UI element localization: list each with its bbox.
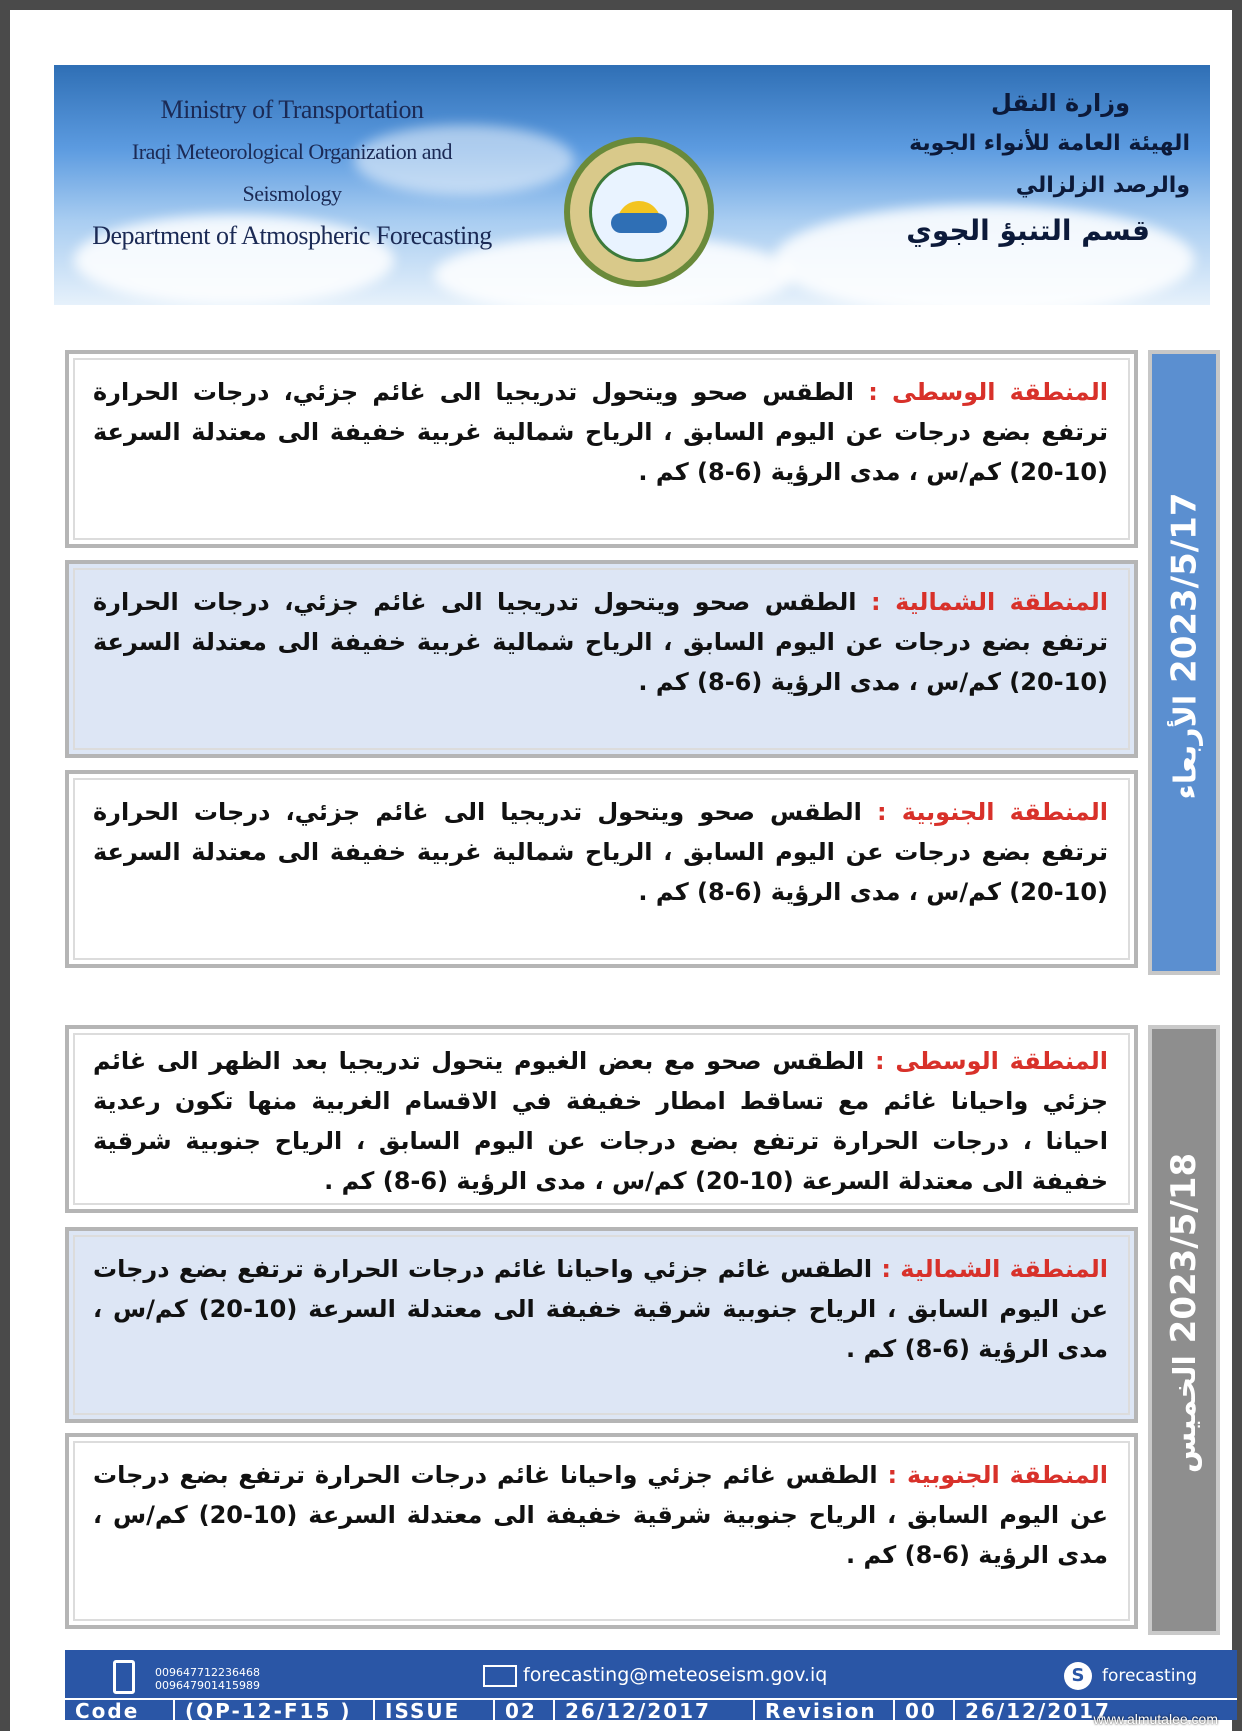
date-bar bbox=[1148, 350, 1220, 975]
region-forecast-box: المنطقة الشمالية : الطقس صحو ويتحول تدريجيا الى غائم جزئي، درجات الحرارة ترتفع بضع درجات عن اليوم السابق ، الرياح شمالية غربية خفيفة الى معتدلة السرعة (10-20) كم/س ، مدى الرؤية (6-8) كم . bbox=[65, 560, 1138, 758]
code-value: (QP-12-F15 ) bbox=[175, 1700, 375, 1720]
phone-number: 009647901415989 bbox=[155, 1679, 260, 1692]
day-name: الخميس bbox=[1168, 1355, 1203, 1474]
region-forecast-box: المنطقة الشمالية : الطقس غائم جزئي واحيانا غائم درجات الحرارة ترتفع بضع درجات عن اليوم السابق ، الرياح جنوبية شرقية خفيفة الى معتدلة السرعة (10-20) كم/س ، مدى الرؤية (6-8) كم . bbox=[65, 1227, 1138, 1423]
day-name: الأربعاء bbox=[1168, 694, 1204, 799]
region-forecast-text: الطقس صحو مع بعض الغيوم يتحول تدريجيا بعد الظهر الى غائم جزئي واحيانا غائم مع تساقط امطار خفيفة في الاقسام الغربية منها تكون رعدية احيانا ، درجات الحرارة ترتفع بضع درجات عن اليوم السابق ، الرياح جنوبية شرقية خفيفة الى معتدلة السرعة (10-20) كم/س ، مدى الرؤية (6-8) كم . bbox=[93, 1047, 1108, 1195]
organization-name-ar: الهيئة العامة للأنواء الجوية والرصد الزلزالي bbox=[909, 131, 1190, 198]
region-name: المنطقة الوسطى bbox=[891, 378, 1109, 406]
forecast-date bbox=[1164, 492, 1204, 833]
phone-number: 009647712236468 bbox=[155, 1666, 260, 1679]
region-forecast-text: الطقس صحو ويتحول تدريجيا الى غائم جزئي، درجات الحرارة ترتفع بضع درجات عن اليوم السابق ، الرياح شمالية غربية خفيفة الى معتدلة السرعة (10-20) كم/س ، مدى الرؤية (6-8) كم . bbox=[93, 588, 1108, 696]
region-name: المنطقة الشمالية bbox=[895, 588, 1109, 616]
organization-name-en: Iraqi Meteorological Organization and Seismology bbox=[131, 139, 453, 206]
email-contact[interactable] bbox=[475, 1664, 827, 1687]
region-name: المنطقة الشمالية bbox=[900, 1255, 1109, 1283]
revision-value: 00 bbox=[895, 1700, 955, 1720]
department-name-en: Department of Atmospheric Forecasting bbox=[92, 221, 492, 250]
date-bar bbox=[1148, 1025, 1220, 1635]
header-banner bbox=[54, 65, 1210, 305]
issue-value: 02 bbox=[495, 1700, 555, 1720]
mail-icon bbox=[483, 1665, 517, 1687]
date-value: 2023/5/18 bbox=[1164, 1152, 1204, 1344]
region-name: المنطقة الجنوبية bbox=[907, 1461, 1108, 1489]
ministry-name-en: Ministry of Transportation bbox=[160, 95, 424, 124]
day-forecast-group bbox=[65, 350, 1220, 975]
region-forecast-text: الطقس صحو ويتحول تدريجيا الى غائم جزئي، درجات الحرارة ترتفع بضع درجات عن اليوم السابق ، الرياح شمالية غربية خفيفة الى معتدلة السرعة (10-20) كم/س ، مدى الرؤية (6-8) كم . bbox=[93, 798, 1108, 906]
organization-seal-icon bbox=[564, 137, 714, 287]
region-forecast-text: الطقس غائم جزئي واحيانا غائم درجات الحرارة ترتفع بضع درجات عن اليوم السابق ، الرياح جنوبية شرقية خفيفة الى معتدلة السرعة (10-20) كم/س ، مدى الرؤية (6-8) كم . bbox=[93, 1255, 1109, 1363]
email-address[interactable]: forecasting@meteoseism.gov.iq bbox=[523, 1664, 828, 1686]
region-forecast-text: الطقس غائم جزئي واحيانا غائم درجات الحرارة ترتفع بضع درجات عن اليوم السابق ، الرياح جنوبية شرقية خفيفة الى معتدلة السرعة (10-20) كم/س ، مدى الرؤية (6-8) كم . bbox=[93, 1461, 1109, 1569]
issue-label: ISSUE bbox=[375, 1700, 495, 1720]
header-english bbox=[82, 89, 502, 257]
region-name: المنطقة الجنوبية bbox=[901, 798, 1109, 826]
department-name-ar: قسم التنبؤ الجوي bbox=[906, 214, 1150, 247]
watermark-text: www.almutalee.com bbox=[1093, 1711, 1218, 1727]
skype-icon: S bbox=[1064, 1662, 1092, 1690]
region-forecast-box: المنطقة الجنوبية : الطقس غائم جزئي واحيانا غائم درجات الحرارة ترتفع بضع درجات عن اليوم السابق ، الرياح جنوبية شرقية خفيفة الى معتدلة السرعة (10-20) كم/س ، مدى الرؤية (6-8) كم . bbox=[65, 1433, 1138, 1629]
phone-numbers bbox=[155, 1666, 260, 1692]
day-forecast-group bbox=[65, 1025, 1220, 1635]
region-forecast-box: المنطقة الجنوبية : الطقس صحو ويتحول تدريجيا الى غائم جزئي، درجات الحرارة ترتفع بضع درجات عن اليوم السابق ، الرياح شمالية غربية خفيفة الى معتدلة السرعة (10-20) كم/س ، مدى الرؤية (6-8) كم . bbox=[65, 770, 1138, 968]
revision-date: 26/12/2017 bbox=[965, 1700, 1111, 1720]
footer-bar bbox=[65, 1650, 1237, 1720]
phone-icon bbox=[113, 1660, 135, 1694]
header-arabic bbox=[850, 83, 1190, 255]
region-forecast-text: الطقس صحو ويتحول تدريجيا الى غائم جزئي، درجات الحرارة ترتفع بضع درجات عن اليوم السابق ، الرياح شمالية غربية خفيفة الى معتدلة السرعة (10-20) كم/س ، مدى الرؤية (6-8) كم . bbox=[93, 378, 1108, 486]
date-value: 2023/5/17 bbox=[1164, 492, 1205, 683]
region-forecast-box: المنطقة الوسطى : الطقس صحو ويتحول تدريجيا الى غائم جزئي، درجات الحرارة ترتفع بضع درجات عن اليوم السابق ، الرياح شمالية غربية خفيفة الى معتدلة السرعة (10-20) كم/س ، مدى الرؤية (6-8) كم . bbox=[65, 350, 1138, 548]
region-name: المنطقة الوسطى bbox=[895, 1047, 1108, 1075]
code-label: Code bbox=[65, 1700, 175, 1720]
forecast-date bbox=[1164, 1153, 1204, 1507]
issue-date: 26/12/2017 bbox=[555, 1700, 755, 1720]
forecast-page bbox=[10, 10, 1232, 1731]
document-code-row bbox=[65, 1698, 1237, 1720]
ministry-name-ar: وزارة النقل bbox=[990, 89, 1130, 117]
revision-label: Revision bbox=[755, 1700, 895, 1720]
region-forecast-box: المنطقة الوسطى : الطقس صحو مع بعض الغيوم يتحول تدريجيا بعد الظهر الى غائم جزئي واحيانا غائم مع تساقط امطار خفيفة في الاقسام الغربية منها تكون رعدية احيانا ، درجات الحرارة ترتفع بضع درجات عن اليوم السابق ، الرياح جنوبية شرقية خفيفة الى معتدلة السرعة (10-20) كم/س ، مدى الرؤية (6-8) كم . bbox=[65, 1025, 1138, 1213]
skype-handle[interactable]: forecasting bbox=[1101, 1666, 1197, 1686]
skype-contact[interactable] bbox=[1064, 1662, 1197, 1690]
